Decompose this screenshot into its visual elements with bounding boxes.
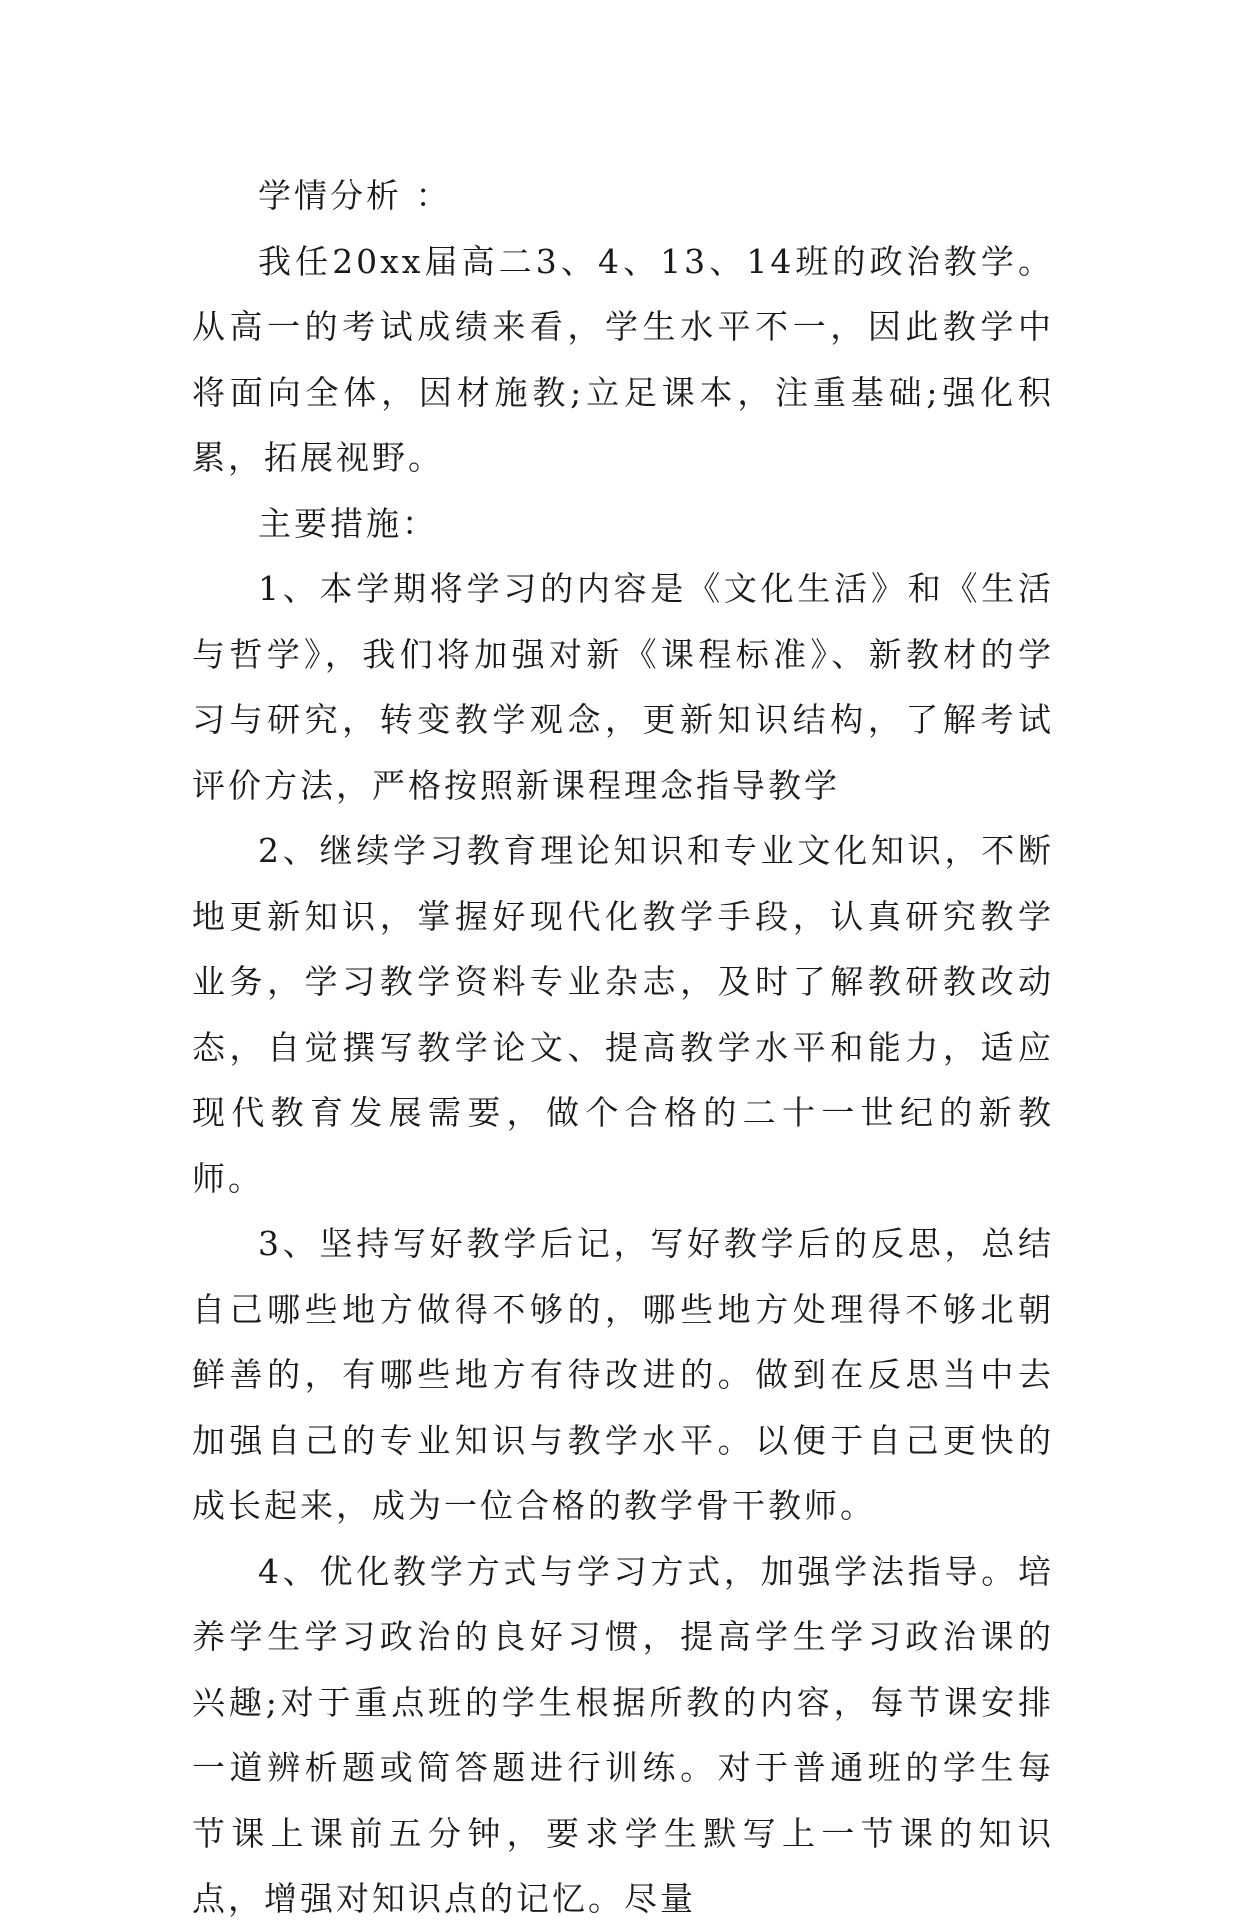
section-heading-analysis: 学情分析 ： <box>258 176 452 215</box>
paragraph-measure-4: 4、优化教学方式与学习方式，加强学法指导。培养学生学习政治的良好习惯，提高学生学习政治课的兴趣;对于重点班的学生根据所教的内容，每节课安排一道辨析题或简答题进行训练。对于普通班的学生每节课上课前五分钟，要求学生默写上一节课的知识点，增强对知识点的记忆。尽量 <box>192 1551 1054 1918</box>
section-heading-measures: 主要措施： <box>258 503 438 543</box>
document-body <box>192 163 1054 1932</box>
paragraph-analysis: 我任20xx届高二3、4、13、14班的政治教学。从高一的考试成绩来看，学生水平不一，因此教学中将面向全体，因材施教;立足课本，注重基础;强化积累，拓展视野。 <box>192 241 1054 477</box>
paragraph-measure-3: 3、坚持写好教学后记，写好教学后的反思，总结自己哪些地方做得不够的，哪些地方处理得不够北朝鲜善的，有哪些地方有待改进的。做到在反思当中去加强自己的专业知识与教学水平。以便于自己更快的成长起来，成为一位合格的教学骨干教师。 <box>192 1224 1054 1525</box>
paragraph-measure-1: 1、本学期将学习的内容是《文化生活》和《生活与哲学》，我们将加强对新《课程标准》、新教材的学习与研究，转变教学观念，更新知识结构，了解考试评价方法，严格按照新课程理念指导教学 <box>192 569 1054 805</box>
paragraph-measure-2: 2、继续学习教育理论知识和专业文化知识，不断地更新知识，掌握好现代化教学手段，认真研究教学业务，学习教学资料专业杂志，及时了解教研教改动态，自觉撰写教学论文、提高教学水平和能力，适应现代教育发展需要，做个合格的二十一世纪的新教师。 <box>192 831 1054 1198</box>
